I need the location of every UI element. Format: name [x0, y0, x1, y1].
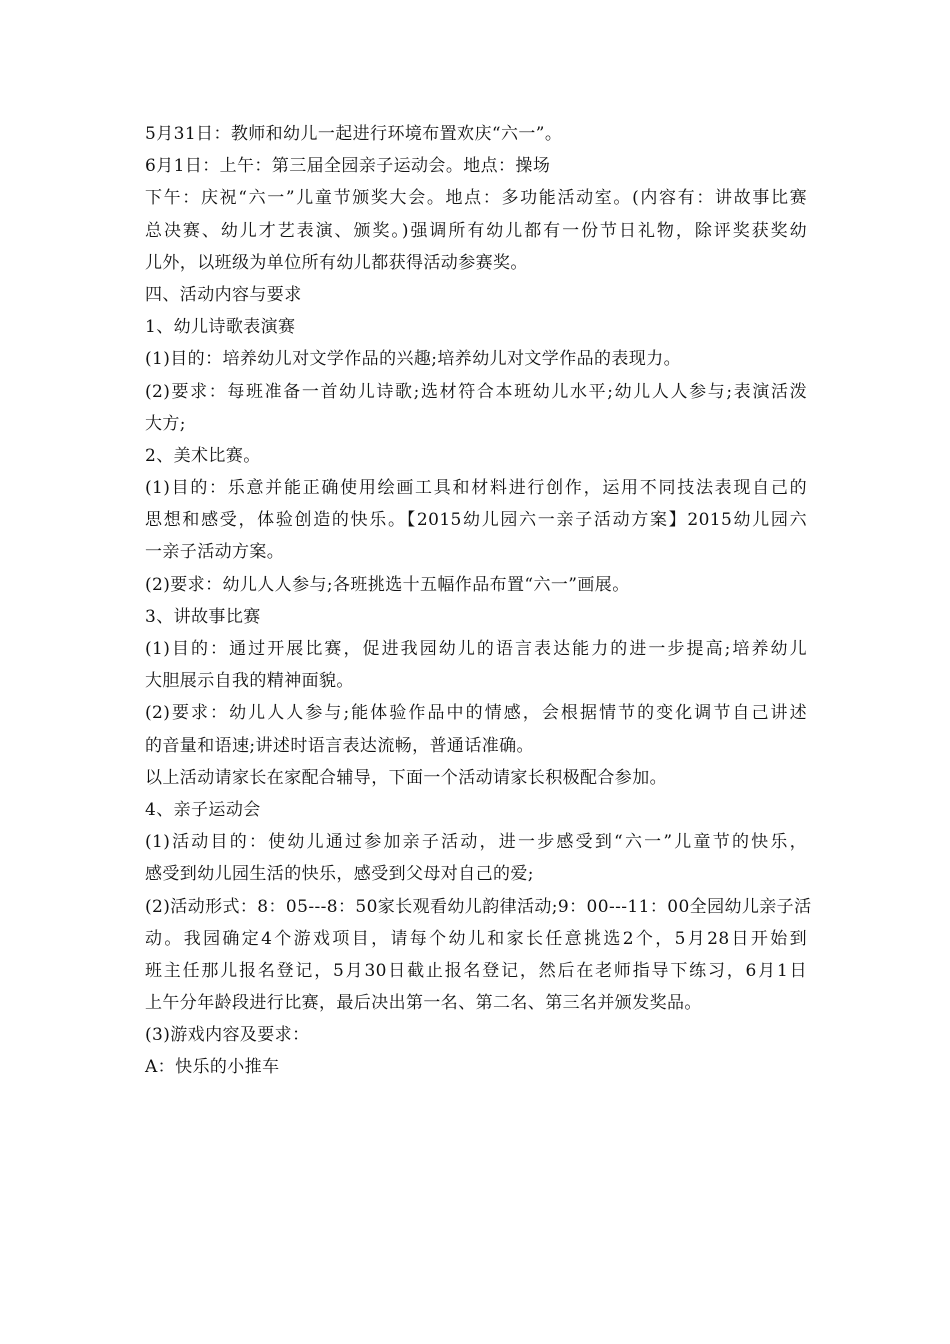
item-heading-4: 4、亲子运动会 — [145, 799, 261, 820]
text-line-28: 上午分年龄段进行比赛，最后决出第一名、第二名、第三名并颁发奖品。 — [145, 993, 702, 1014]
text-line-15: (2)要求：幼儿人人参与;各班挑选十五幅作品布置“六一”画展。 — [145, 574, 630, 595]
text-line-19: (2)要求：幼儿人人参与;能体验作品中的情感，会根据情节的变化调节自己讲述 — [145, 703, 807, 724]
item-heading-1: 1、幼儿诗歌表演赛 — [145, 317, 296, 338]
text-line-3: 下午：庆祝“六一”儿童节颁奖大会。地点：多功能活动室。(内容有：讲故事比赛 — [145, 188, 807, 209]
text-line-29: (3)游戏内容及要求： — [145, 1025, 310, 1046]
text-line-8: (1)目的：培养幼儿对文学作品的兴趣;培养幼儿对文学作品的表现力。 — [145, 349, 682, 370]
section-heading-4: 四、活动内容与要求 — [145, 284, 302, 305]
text-line-13: 思想和感受，体验创造的快乐。【2015幼儿园六一亲子活动方案】2015幼儿园六 — [145, 510, 807, 531]
item-heading-3: 3、讲故事比赛 — [145, 606, 261, 627]
text-line-17: (1)目的：通过开展比赛，促进我园幼儿的语言表达能力的进一步提高;培养幼儿 — [145, 639, 807, 659]
text-line-18: 大胆展示自我的精神面貌。 — [145, 671, 354, 692]
text-line-14: 一亲子活动方案。 — [145, 542, 285, 563]
text-line-10: 大方; — [145, 413, 186, 434]
text-line-1: 5月31日：教师和幼儿一起进行环境布置欢庆“六一”。 — [145, 124, 563, 144]
text-line-26: 动。我园确定4个游戏项目，请每个幼儿和家长任意挑选2个，5月28日开始到 — [145, 928, 807, 949]
text-line-23: (1)活动目的：使幼儿通过参加亲子活动，进一步感受到“六一”儿童节的快乐， — [145, 832, 807, 853]
text-line-24: 感受到幼儿园生活的快乐，感受到父母对自己的爱; — [145, 864, 534, 885]
text-line-4: 总决赛、幼儿才艺表演、颁奖。)强调所有幼儿都有一份节日礼物，除评奖获奖幼 — [145, 220, 807, 241]
text-line-5: 儿外，以班级为单位所有幼儿都获得活动参赛奖。 — [145, 252, 528, 273]
text-line-12: (1)目的：乐意并能正确使用绘画工具和材料进行创作，运用不同技法表现自己的 — [145, 478, 807, 499]
text-line-27: 班主任那儿报名登记，5月30日截止报名登记，然后在老师指导下练习，6月1日 — [145, 960, 807, 981]
text-line-2: 6月1日：上午：第三届全园亲子运动会。地点：操场 — [145, 156, 551, 177]
text-line-21: 以上活动请家长在家配合辅导，下面一个活动请家长积极配合参加。 — [145, 767, 667, 788]
item-heading-2: 2、美术比赛。 — [145, 445, 261, 466]
text-line-20: 的音量和语速;讲述时语言表达流畅，普通话准确。 — [145, 735, 534, 756]
text-line-25: (2)活动形式：8：05---8：50家长观看幼儿韵律活动;9：00---11：00全园幼儿亲子活 — [145, 896, 812, 917]
document-body — [145, 118, 812, 1084]
text-line-30: A：快乐的小推车 — [145, 1057, 280, 1078]
text-line-9: (2)要求：每班准备一首幼儿诗歌;选材符合本班幼儿水平;幼儿人人参与;表演活泼 — [145, 381, 807, 402]
